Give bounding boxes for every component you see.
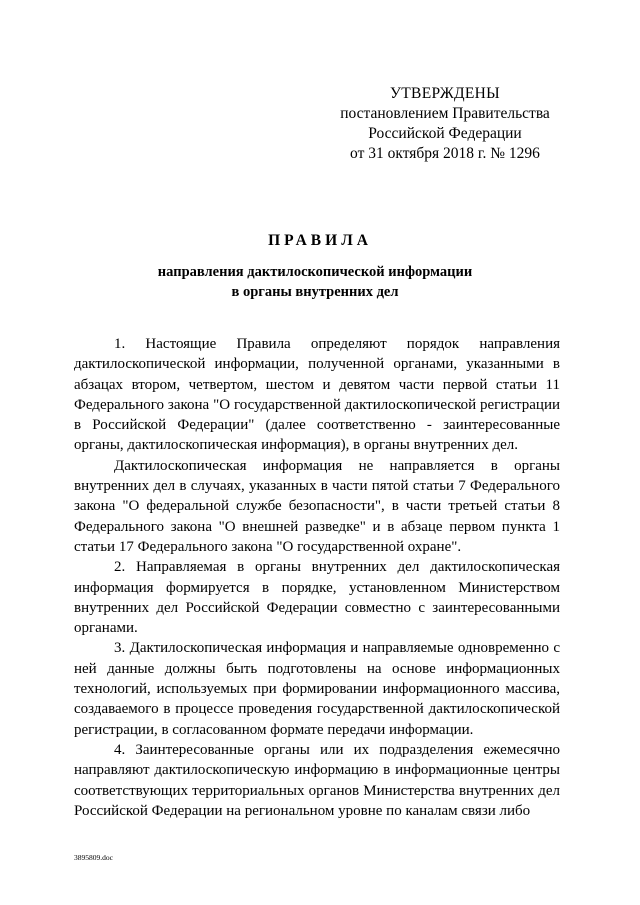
paragraph-1-continued: Дактилоскопическая информация не направляется в органы внутренних дел в случаях, указанных в части пятой статьи 7 Федерального закона "О федеральной службе безопасности", в части третьей статьи 8 Федерального закона "О внешней разведке" и в абзаце первом пункта 1 статьи 17 Федерального закона "О государственной охране". — [74, 457, 560, 555]
footer-doc-id: 3895809.doc — [74, 853, 113, 862]
subtitle-line-1: направления дактилоскопической информации — [157, 264, 473, 280]
approval-line-federation: Российской Федерации — [368, 125, 522, 142]
subtitle-line-2: в органы внутренних дел — [231, 284, 399, 300]
document-subtitle — [0, 262, 630, 302]
paragraph-3: 3. Дактилоскопическая информация и направляемые одновременно с ней данные должны быть подготовлены на основе информационных технологий, используемых при формировании информационного массива, создаваемого в процессе проведения государственной дактилоскопической регистрации, в согласованном формате передачи информации. — [74, 640, 560, 738]
paragraph-4: 4. Заинтересованные органы или их подразделения ежемесячно направляют дактилоскопическую информацию в информационные центры соответствующих территориальных органов Министерства внутренних дел Российской Федерации на региональном уровне по каналам связи либо — [74, 741, 560, 819]
paragraph-1: 1. Настоящие Правила определяют порядок направления дактилоскопической информации, полученной органами, указанными в абзацах втором, четвертом, шестом и девятом части первой статьи 11 Федерального закона "О государственной дактилоскопической регистрации в Российской Федерации" (далее соответственно - заинтересованные органы, дактилоскопическая информация), в органы внутренних дел. — [74, 336, 560, 454]
paragraph-2: 2. Направляемая в органы внутренних дел дактилоскопическая информация формируется в порядке, установленном Министерством внутренних дел Российской Федерации совместно с заинтересованными органами. — [74, 559, 560, 637]
approval-stamp — [330, 84, 560, 164]
approval-line-decree: постановлением Правительства — [340, 105, 550, 122]
approval-line-date-number: от 31 октября 2018 г. № 1296 — [350, 145, 540, 162]
approval-title: УТВЕРЖДЕНЫ — [390, 85, 500, 102]
document-body — [74, 334, 560, 821]
document-title: ПРАВИЛА — [268, 232, 372, 249]
